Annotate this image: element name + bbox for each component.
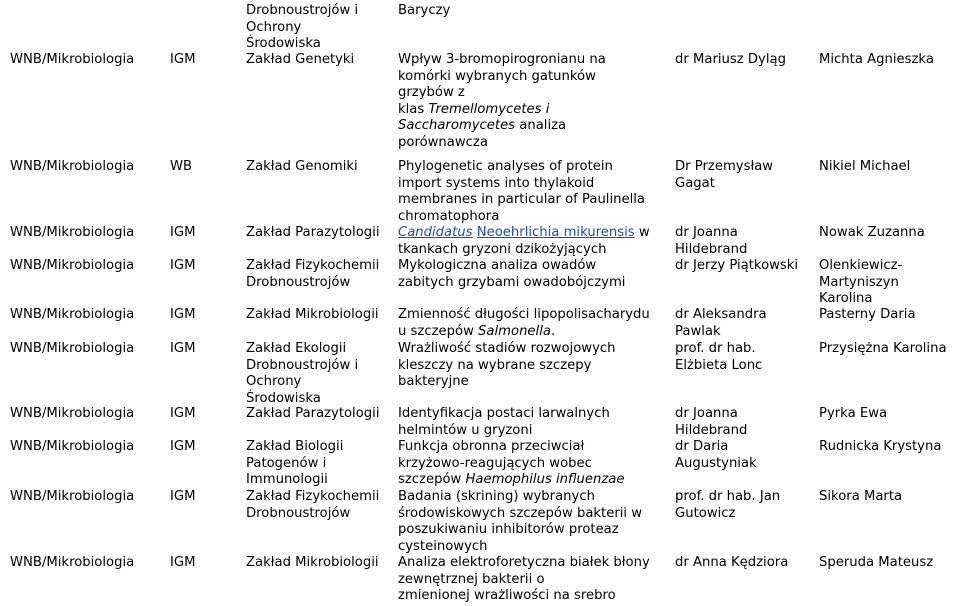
dept-cell: WNB/Mikrobiologia xyxy=(10,52,135,67)
topic-text: w tkankach gryzoni dzikożyjących xyxy=(398,225,650,257)
student-cell: Speruda Mateusz xyxy=(819,555,934,570)
institute-cell: IGM xyxy=(170,52,196,67)
topic-cell xyxy=(398,341,670,391)
topic-text: Wrażliwość stadiów rozwojowych kleszczy na wybrane szczepy bakteryjne xyxy=(398,341,616,389)
dept-cell: WNB/Mikrobiologia xyxy=(10,307,135,322)
topic-cell xyxy=(398,258,670,291)
institute-cell: IGM xyxy=(170,258,196,273)
institute-cell: IGM xyxy=(170,439,196,454)
topic-text: Baryczy xyxy=(398,3,451,18)
unit-cell: Zakład Biologii Patogenów i Immunologii xyxy=(246,439,344,487)
dept-cell: WNB/Mikrobiologia xyxy=(10,439,135,454)
institute-cell: IGM xyxy=(170,489,196,504)
supervisor-cell: prof. dr hab. Elżbieta Lonc xyxy=(675,341,763,373)
unit-cell: Zakład Parazytologii xyxy=(246,225,380,240)
unit-cell: Zakład Genetyki xyxy=(246,52,355,67)
dept-cell: WNB/Mikrobiologia xyxy=(10,489,135,504)
unit-cell: Zakład Parazytologii xyxy=(246,406,380,421)
unit-cell: Zakład Mikrobiologii xyxy=(246,307,379,322)
institute-cell: IGM xyxy=(170,307,196,322)
student-cell: Sikora Marta xyxy=(819,489,903,504)
topic-cell xyxy=(398,489,670,555)
unit-cell: Zakład Ekologii Drobnoustrojów i Ochrony Środowiska xyxy=(246,341,359,406)
institute-cell: IGM xyxy=(170,406,196,421)
student-cell: Olenkiewicz- Martyniszyn Karolina xyxy=(819,258,903,306)
topic-italic-text: Salmonella xyxy=(478,323,551,339)
student-cell: Pyrka Ewa xyxy=(819,406,888,421)
topic-text: Identyfikacja postaci larwalnych helmintów u gryzoni xyxy=(398,406,610,438)
dept-cell: WNB/Mikrobiologia xyxy=(10,225,135,240)
topic-text: Badania (skrining) wybranych środowiskowych szczepów bakterii w poszukiwaniu inhibitorów proteaz cysteinowych xyxy=(398,489,643,554)
topic-italic-text: Tremellomycetes i Saccharomycetes xyxy=(398,101,550,133)
supervisor-cell: dr Daria Augustyniak xyxy=(675,439,757,471)
supervisor-cell: dr Mariusz Dyląg xyxy=(675,52,786,67)
dept-cell: WNB/Mikrobiologia xyxy=(10,258,135,273)
institute-cell: IGM xyxy=(170,555,196,570)
supervisor-cell: dr Jerzy Piątkowski xyxy=(675,258,799,273)
topic-link[interactable]: Neoehrlichia mikurensis xyxy=(476,225,635,240)
topic-cell xyxy=(398,307,670,340)
topic-text: Analiza elektroforetyczna białek błony zewnętrznej bakterii o zmienionej wrażliwości na srebro xyxy=(398,555,650,603)
topic-link[interactable]: Candidatus xyxy=(398,225,473,240)
student-cell: Rudnicka Krystyna xyxy=(819,439,942,454)
topic-cell xyxy=(398,555,670,605)
dept-cell: WNB/Mikrobiologia xyxy=(10,555,135,570)
topic-text: Mykologiczna analiza owadów zabitych grzybami owadobójczymi xyxy=(398,258,626,290)
student-cell: Przysiężna Karolina xyxy=(819,341,947,356)
student-cell: Nowak Zuzanna xyxy=(819,225,925,240)
topic-text: Phylogenetic analyses of protein import systems into thylakoid membranes in particular of Paulinella chromatophora xyxy=(398,159,646,224)
topic-text: Zmienność długości lipopolisacharydu u szczepów xyxy=(398,307,650,339)
topic-cell xyxy=(398,3,670,20)
supervisor-cell: prof. dr hab. Jan Gutowicz xyxy=(675,489,781,521)
unit-cell: Drobnoustrojów i Ochrony Środowiska xyxy=(246,3,359,51)
dept-cell: WNB/Mikrobiologia xyxy=(10,341,135,356)
institute-cell: IGM xyxy=(170,225,196,240)
supervisor-cell: dr Aleksandra Pawlak xyxy=(675,307,767,339)
topic-italic-text: Haemophilus influenzae xyxy=(465,472,625,487)
topic-cell xyxy=(398,52,670,151)
unit-cell: Zakład Genomiki xyxy=(246,159,358,174)
dept-cell: WNB/Mikrobiologia xyxy=(10,406,135,421)
topic-cell xyxy=(398,225,670,258)
student-cell: Michta Agnieszka xyxy=(819,52,934,67)
unit-cell: Zakład Mikrobiologii xyxy=(246,555,379,570)
institute-cell: IGM xyxy=(170,341,196,356)
supervisor-cell: dr Joanna Hildebrand xyxy=(675,406,748,438)
topic-text: . xyxy=(550,323,556,339)
topic-text: analiza porównawcza xyxy=(398,118,567,150)
supervisor-cell: Dr Przemysław Gagat xyxy=(675,159,774,191)
topic-text: Wpływ 3-bromopirogronianu na komórki wybranych gatunków grzybów z klas xyxy=(398,52,606,117)
topic-cell xyxy=(398,406,670,439)
topic-text: Funkcja obronna przeciwciał krzyżowo-reagujących wobec szczepów xyxy=(398,439,592,487)
student-cell: Nikiel Michael xyxy=(819,159,911,174)
supervisor-cell: dr Joanna Hildebrand xyxy=(675,225,748,257)
institute-cell: WB xyxy=(170,159,193,174)
topic-cell xyxy=(398,439,670,489)
supervisor-cell: dr Anna Kędziora xyxy=(675,555,789,570)
unit-cell: Zakład Fizykochemii Drobnoustrojów xyxy=(246,258,380,290)
topic-cell xyxy=(398,159,670,225)
unit-cell: Zakład Fizykochemii Drobnoustrojów xyxy=(246,489,380,521)
student-cell: Pasterny Daria xyxy=(819,307,916,322)
dept-cell: WNB/Mikrobiologia xyxy=(10,159,135,174)
